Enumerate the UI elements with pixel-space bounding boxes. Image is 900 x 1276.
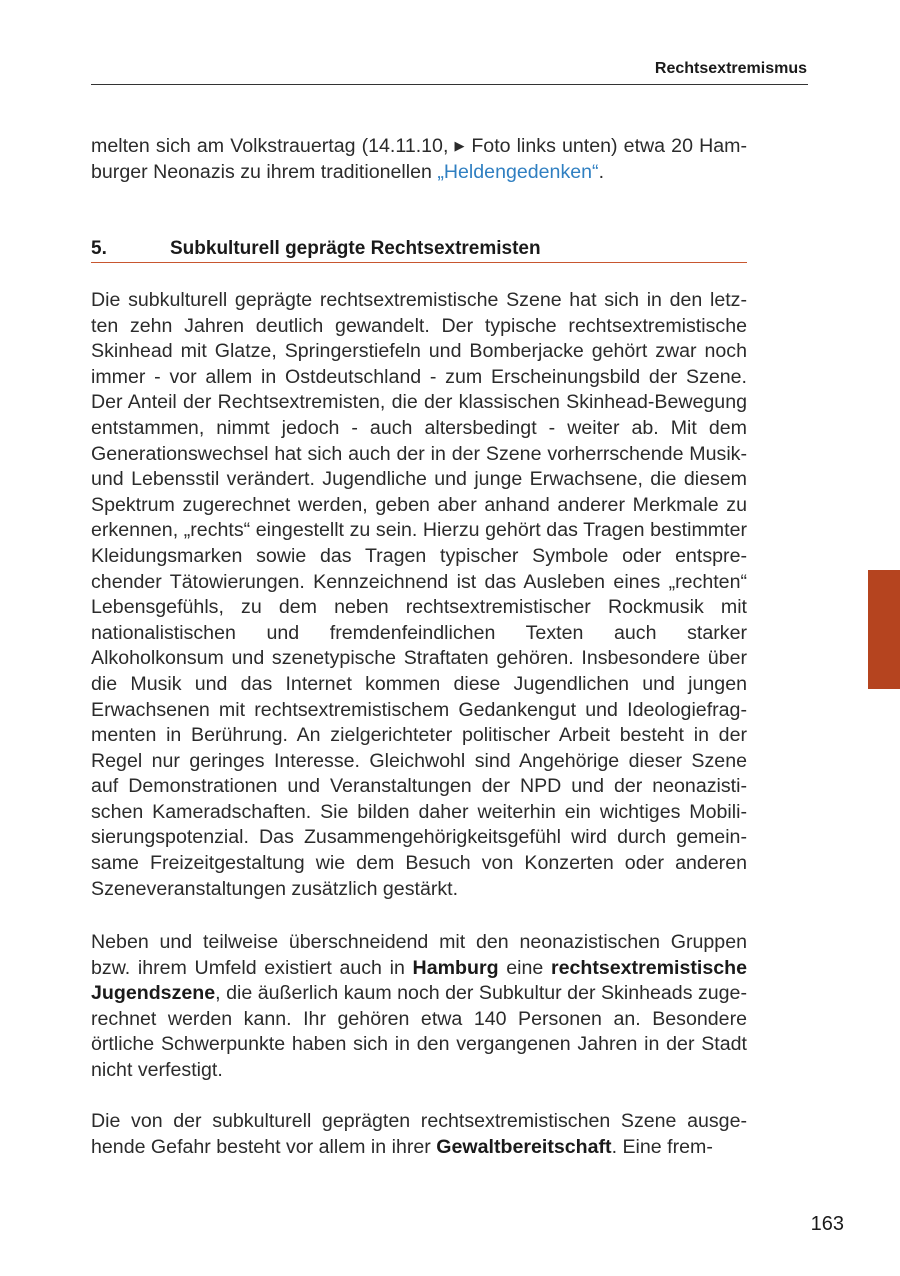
section-heading xyxy=(91,236,747,263)
heldengedenken-link[interactable]: „Heldengedenken“ xyxy=(437,160,599,183)
section-title: Subkulturell geprägte Rechtsextremisten xyxy=(170,238,541,259)
paragraph3-bold-gewaltbereitschaft: Gewaltbereitschaft xyxy=(436,1135,612,1158)
body-paragraph-3 xyxy=(91,1109,747,1160)
page-number: 163 xyxy=(810,1213,844,1235)
chapter-tab-marker xyxy=(868,570,900,689)
intro-end: . xyxy=(598,160,605,183)
body-paragraph-1: Die subkulturell geprägte rechtsextremistische Szene hat sich in den letzten zehn Jahren deutlich gewandelt. Der typische rechtsextremistische Skinhead mit Glatze, Springerstiefeln und Bomberjacke gehört zwar noch immer - vor allem in Ostdeutschland - zum Erscheinungsbild der Szene. Der Anteil der Rechtsextremisten, die der klassischen Skinhead-Bewegung entstammen, nimmt jedoch - auch altersbedingt - weiter ab. Mit dem Generationswechsel hat sich auch der in der Szene vorherrschende Musik- und Lebensstil verändert. Jugendliche und junge Erwachsene, die diesem Spektrum zugerechnet werden, geben aber anhand anderer Merkmale zu erkennen, „rechts“ eingestellt zu sein. Hierzu gehört das Tragen bestimmter Kleidungsmarken sowie das Tragen typischer Symbole oder entsprechender Tätowierungen. Kennzeichnend ist das Ausleben eines „rechten“ Lebensgefühls, zu dem neben rechtsextremistischer Rockmusik mit nationalistischen und fremdenfeindlichen Texten auch starker Alkoholkonsum und szenetypische Straftaten gehören. Insbesondere über die Musik und das Internet kommen diese Jugendlichen und jungen Erwachsenen mit rechtsextremistischem Gedankengut und Ideologiefragmenten in Berührung. An zielgerichteter politischer Arbeit besteht in der Regel nur geringes Interesse. Gleichwohl sind Angehörige dieser Szene auf Demonstrationen und Veranstaltungen der NPD und der neonazistischen Kameradschaften. Sie bilden daher weiterhin ein wichtiges Mobilisierungspotenzial. Das Zusammengehörigkeitsgefühl wird durch gemeinsame Freizeitgestaltung wie dem Besuch von Konzerten oder anderen Szeneveranstaltungen zusätzlich gestärkt. xyxy=(91,289,747,900)
paragraph2-text-3: , die äußerlich kaum noch der Subkultur der Skinheads zugerechnet werden kann. Ihr gehören etwa 140 Personen an. Besondere örtliche Schwerpunkte haben sich in den vergangenen Jahren in der Stadt nicht verfestigt. xyxy=(91,982,747,1081)
paragraph3-text-2: . Eine frem- xyxy=(611,1135,713,1158)
paragraph2-text-1: Neben und teilweise überschneidend mit den neonazistischen Gruppen bzw. ihrem Umfeld existiert auch in xyxy=(91,931,747,979)
section-number: 5. xyxy=(91,238,107,259)
paragraph3-text-1: Die von der subkulturell geprägten rechtsextremistischen Szene ausgehende Gefahr besteht vor allem in ihrer xyxy=(91,1110,747,1158)
paragraph2-text-2: eine xyxy=(498,956,551,979)
header-rule xyxy=(91,84,808,85)
running-head: Rechtsextremismus xyxy=(654,60,807,77)
arrow-right-icon: ▶ xyxy=(454,138,466,153)
intro-text-before: melten sich am Volkstrauertag (14.11.10, xyxy=(91,135,455,157)
intro-paragraph xyxy=(91,133,747,185)
paragraph2-bold-jugendszene: rechtsextremistische Jugendszene xyxy=(91,956,747,1005)
intro-text-after: Foto links unten) etwa 20 Hamburger Neonazis zu ihrem traditionellen xyxy=(91,135,747,183)
body-paragraph-2 xyxy=(91,930,747,1084)
paragraph2-bold-hamburg: Hamburg xyxy=(412,956,499,979)
